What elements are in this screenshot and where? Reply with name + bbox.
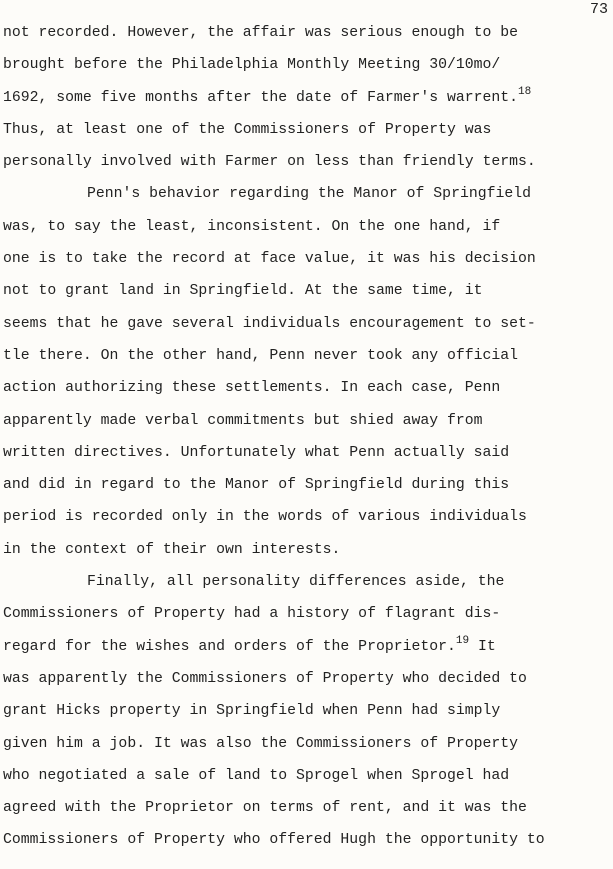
line-text: was apparently the Commissioners of Property who decided to [3, 670, 527, 687]
footnote-marker: 18 [518, 85, 532, 98]
line-text: who negotiated a sale of land to Sprogel when Sprogel had [3, 767, 510, 784]
line-text: Commissioners of Property had a history of flagrant dis- [3, 606, 501, 623]
text-line [3, 146, 609, 178]
line-text: Penn's behavior regarding the Manor of Springfield [87, 186, 531, 203]
text-line [3, 82, 609, 114]
line-text: written directives. Unfortunately what Penn actually said [3, 444, 510, 461]
text-line [3, 308, 609, 340]
line-text: personally involved with Farmer on less than friendly terms. [3, 154, 536, 171]
text-line [3, 792, 609, 824]
line-text: Finally, all personality differences aside, the [87, 574, 505, 591]
line-text: given him a job. It was also the Commissioners of Property [3, 735, 519, 752]
line-text: was, to say the least, inconsistent. On the one hand, if [3, 218, 501, 235]
text-line [3, 275, 609, 307]
text-line [3, 372, 609, 404]
line-text: agreed with the Proprietor on terms of rent, and it was the [3, 800, 527, 817]
text-line [3, 760, 609, 792]
line-text: apparently made verbal commitments but shied away from [3, 412, 483, 429]
line-text: seems that he gave several individuals encouragement to set- [3, 315, 536, 332]
line-text: tle there. On the other hand, Penn never took any official [3, 347, 519, 364]
line-text: period is recorded only in the words of various individuals [3, 509, 527, 526]
text-line [3, 566, 609, 598]
line-text: not to grant land in Springfield. At the same time, it [3, 283, 483, 300]
text-line [3, 534, 609, 566]
text-line [3, 243, 609, 275]
body-text [3, 17, 609, 857]
line-text: not recorded. However, the affair was serious enough to be [3, 25, 519, 41]
line-text: 1692, some five months after the date of Farmer's warrent. [3, 89, 519, 106]
line-text: action authorizing these settlements. In each case, Penn [3, 380, 501, 397]
text-line [3, 211, 609, 243]
line-text: Thus, at least one of the Commissioners of Property was [3, 121, 492, 138]
text-line [3, 631, 609, 663]
line-text: and did in regard to the Manor of Springfield during this [3, 477, 510, 494]
text-line [3, 663, 609, 695]
line-text: regard for the wishes and orders of the Proprietor. [3, 638, 456, 655]
text-line [3, 114, 609, 146]
text-line [3, 469, 609, 501]
text-line [3, 598, 609, 630]
footnote-marker: 19 [455, 634, 470, 647]
line-text-tail: It [469, 638, 496, 655]
text-line [3, 178, 609, 210]
text-line [3, 340, 609, 372]
line-text: in the context of their own interests. [3, 541, 341, 558]
text-line [3, 49, 609, 81]
text-line [3, 437, 609, 469]
text-line [3, 17, 609, 49]
line-text: grant Hicks property in Springfield when Penn had simply [3, 703, 501, 720]
page-number: 73 [589, 1, 608, 18]
text-line [3, 501, 609, 533]
text-line [3, 824, 609, 856]
text-line [3, 728, 609, 760]
text-line [3, 405, 609, 437]
line-text: one is to take the record at face value, it was his decision [3, 251, 536, 268]
line-text: brought before the Philadelphia Monthly Meeting 30/10mo/ [3, 57, 501, 74]
line-text: Commissioners of Property who offered Hugh the opportunity to [3, 832, 545, 849]
text-line [3, 695, 609, 727]
